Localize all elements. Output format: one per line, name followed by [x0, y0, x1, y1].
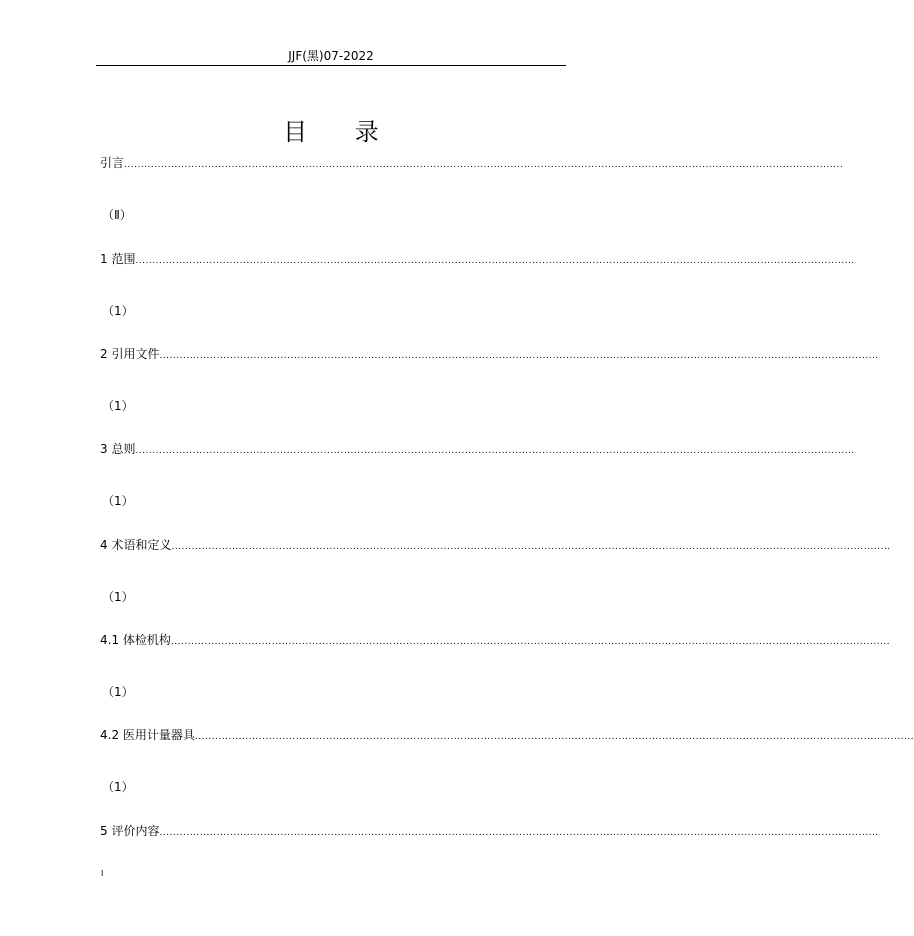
toc-entry-evaluation-content[interactable] — [100, 823, 879, 841]
toc-leader-dots: ...................................................................................................................................................................................................................... — [194, 732, 914, 742]
toc-entry-label: 4.1 体检机构 — [100, 633, 171, 647]
toc-page-number: （1） — [102, 685, 134, 699]
toc-entry-medical-instruments[interactable] — [100, 727, 914, 745]
header-rule — [96, 65, 566, 66]
toc-entry-label: 2 引用文件 — [100, 347, 160, 361]
toc-leader-dots: ...................................................................................................................................................................................................................... — [159, 351, 879, 361]
toc-page-number: （1） — [102, 494, 134, 508]
toc-entry-label: 1 范围 — [100, 252, 136, 266]
toc-leader-dots: ...................................................................................................................................................................................................................... — [159, 828, 879, 838]
toc-entry-general[interactable] — [100, 441, 855, 459]
toc-leader-dots: ...................................................................................................................................................................................................................... — [170, 637, 891, 647]
toc-entry-exam-institution[interactable] — [100, 632, 891, 650]
toc-entry-scope[interactable] — [100, 251, 855, 269]
toc-entry-intro[interactable] — [100, 155, 844, 173]
toc-leader-dots: ...................................................................................................................................................................................................................... — [135, 256, 855, 266]
toc-entry-label: 4.2 医用计量器具 — [100, 728, 195, 742]
toc-leader-dots: ...................................................................................................................................................................................................................... — [135, 446, 855, 456]
toc-entry-references[interactable] — [100, 346, 879, 364]
toc-page-number: （1） — [102, 780, 134, 794]
toc-entry-terms[interactable] — [100, 537, 891, 555]
toc-entry-label: 5 评价内容 — [100, 824, 160, 838]
toc-entry-label: 4 术语和定义 — [100, 538, 172, 552]
toc-leader-dots: ...................................................................................................................................................................................................................... — [124, 160, 844, 170]
toc-leader-dots: ...................................................................................................................................................................................................................... — [171, 542, 891, 552]
toc-page-number: （1） — [102, 399, 134, 413]
toc-title: 目 录 — [283, 118, 399, 146]
toc-page-number: （Ⅱ） — [102, 208, 132, 222]
page-header: JJF(黑)07-2022 — [288, 49, 374, 63]
toc-entry-label: 引言 — [100, 156, 125, 170]
toc-page-number: （1） — [102, 304, 134, 318]
footer-page-mark: I — [101, 869, 104, 878]
toc-entry-label: 3 总则 — [100, 442, 136, 456]
toc-page-number: （1） — [102, 590, 134, 604]
